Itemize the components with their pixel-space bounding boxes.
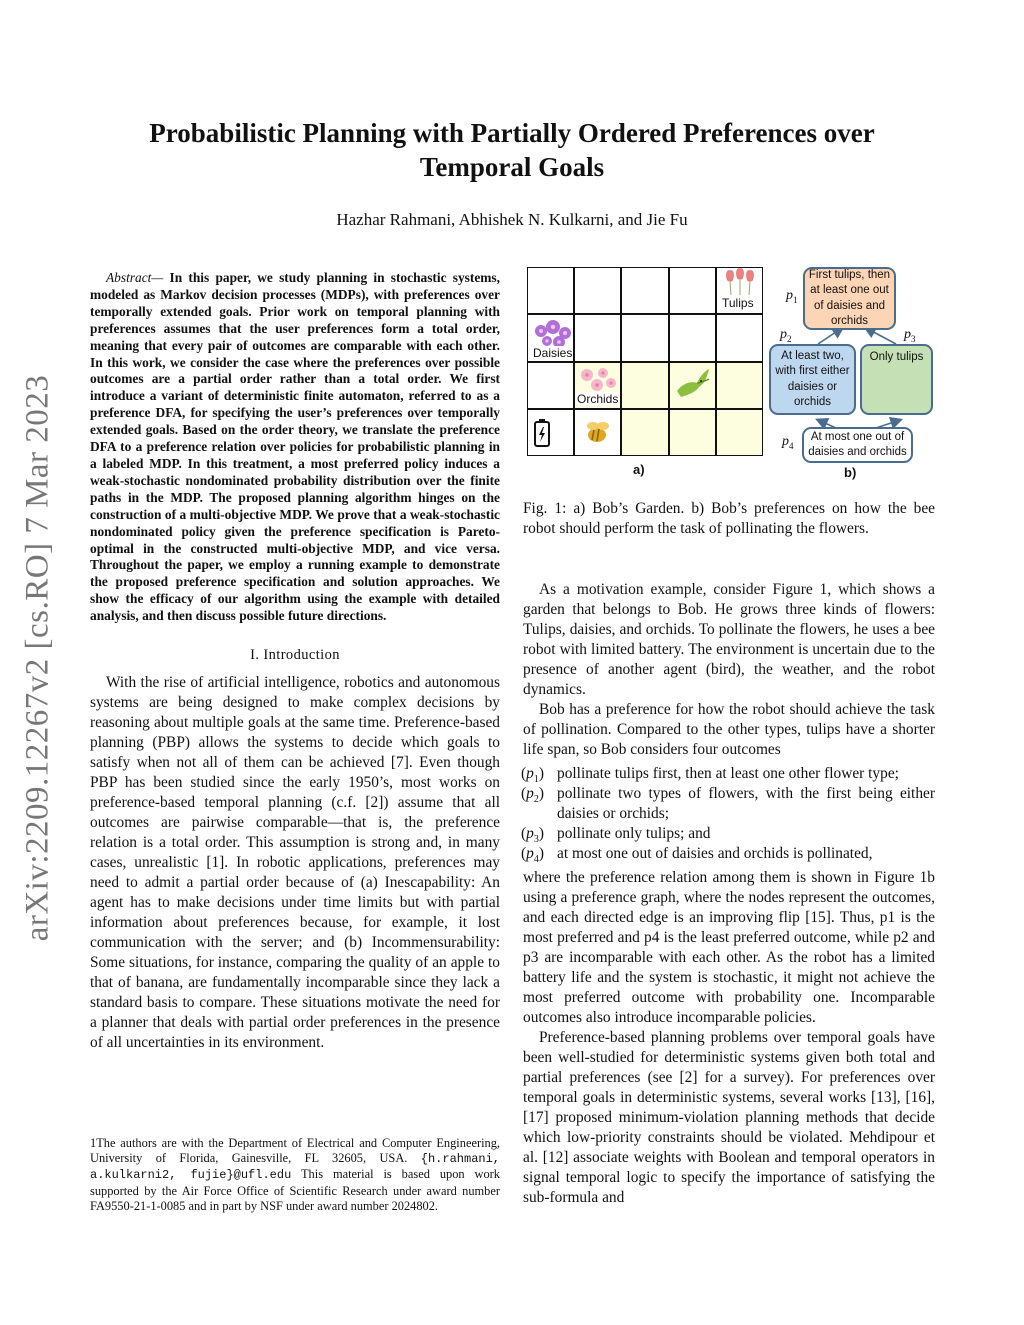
abstract-text: In this paper, we study planning in stochastic systems, modeled as Markov decision processes (MDPs), with preferences over temporally extended goals. Prior work on temporal planning with preferences assumes that the user preferences form a total order, meaning that every pair of outcomes are comparable with each other. In this work, we consider the case where the preferences over possible outcomes are a partial order rather than a total order. We first introduce a variant of deterministic finite automaton, referred to as a preference DFA, for specifying the user’s preferences over temporally extended goals. Based on the order theory, we translate the preference DFA to a preference relation over policies for probabilistic planning in a labeled MDP. In this treatment, a most preferred policy induces a weak-stochastic nondominated probability distribution over the finite paths in the MDP. The proposed planning algorithm hinges on the construction of a multi-objective MDP. We prove that a weak-stochastic nondominated policy given the preference specification is Pareto-optimal in the constructed multi-objective MDP, and vice versa. Throughout the paper, we employ a running example to demonstrate the proposed preference specification and solution approaches. We show the efficacy of our algorithm using the example with detailed analysis, and then discuss possible future directions. [90, 270, 500, 624]
p3-label: $p_3$ [904, 327, 916, 344]
edge-p3-p1 [866, 328, 896, 344]
right-paragraph-4: Preference-based planning problems over temporal goals have been well-studied for deterministic systems given both total and partial preferences (see [2] for a survey). For preferences over temporal goals in deterministic systems, several works [13], [16], [17] proposed minimum-violation planning methods that decide which low-priority constraints should be violated. Mehdipour et al. [12] associate weights with Boolean and temporal operators in signal temporal logic to specify the importance of satisfying the sub-formula and [523, 1029, 935, 1206]
battery-icon [535, 419, 549, 446]
node-p4: At most one out of daisies and orchids [802, 427, 913, 463]
outcome-item-p1: $(p_1)$ pollinate tulips first, then at least one other flower type; [521, 765, 899, 786]
p2-label: $p_2$ [780, 327, 792, 344]
p1-label: $p_1$ [786, 288, 798, 305]
bee-robot-icon [587, 422, 609, 442]
right-column [523, 580, 935, 1208]
outcome-item-p2: $(p_2)$ pollinate two types of flowers, with the first being either daisies or orchids; [521, 785, 935, 822]
title-line-1: Probabilistic Planning with Partially Ordered Preferences over [149, 118, 875, 148]
subfig-a-label: a) [633, 462, 645, 477]
outcome-item-p3: $(p_3)$ pollinate only tulips; and [521, 825, 711, 846]
footnote-email: {h.rahmani, a.kulkarni2, fujie}@ufl.edu [90, 1152, 500, 1183]
arxiv-side-label: arXiv:2209.12267v2 [cs.RO] 7 Mar 2023 [19, 374, 56, 942]
outcome-list [523, 764, 935, 864]
title-line-2: Temporal Goals [419, 152, 605, 182]
right-paragraph-1: As a motivation example, consider Figure 1, which shows a garden that belongs to Bob. He grows three kinds of flowers: Tulips, daisies, and orchids. To pollinate the flowers, he uses a bee robot with limited battery. The environment is uncertain due to the presence of another agent (bird), the weather, and the robot dynamics. [523, 581, 935, 698]
tulip-icon [727, 269, 754, 295]
tulips-label: Tulips [722, 296, 754, 310]
abstract-label: Abstract [106, 270, 152, 285]
orchids-label: Orchids [577, 392, 619, 406]
footnote: 1The authors are with the Department of Electrical and Computer Engineering, University of Florida, Gainesville, FL 32605, USA. {h.rahmani, a.kulkarni2, fujie}@ufl.edu This material is based upon work supported by the Air Force Office of Scientific Research under award number FA9550-21-1-0085 and in part by NSF under award number 2024802. [90, 1136, 501, 1213]
figure-caption: Fig. 1: a) Bob’s Garden. b) Bob’s preferences on how the bee robot should perform the task of pollinating the flowers. [523, 500, 935, 537]
outcome-item-p4: $(p_4)$ at most one out of daisies and orchids is pollinated, [521, 845, 873, 866]
edge-p2-p1 [818, 328, 842, 344]
node-p2: At least two, with first either daisies or orchids [769, 344, 856, 415]
p4-label: $p_4$ [782, 434, 794, 451]
right-paragraph-3: where the preference relation among them is shown in Figure 1b using a preference graph, where the nodes represent the outcomes, and each directed edge is an improving flip [15]. Thus, p1 is the most preferred and p4 is the least preferred outcome, while p2 and p3 are incomparable with each other. As the robot has a limited battery life and the system is stochastic, it might not achieve the most preferred outcome with probability one. Incomparable outcomes also introduce incomparable policies. [523, 869, 935, 1026]
left-column [90, 270, 500, 1053]
intro-paragraph: With the rise of artificial intelligence, robotics and autonomous systems are being designed to make complex decisions by reasoning about multiple goals at the same time. Preference-based planning (PBP) allows the systems to decide which goals to satisfy when not all of them can be achieved [7]. Even though PBP has been studied since the early 1950’s, most works on preference-based temporal planning (c.f. [2]) assume that all outcomes are pairwise comparable—that is, the preference relation is a total order. This assumption is strong and, in many cases, unrealistic [1]. In robotic applications, preferences may need to admit a partial order because of (a) Inescapability: An agent has to make decisions under time limits but with partial information about preferences because, for example, it lost communication with the server; and (b) Incommensurability: Some situations, for instance, comparing the quality of an apple to that of banana, are fundamentally incomparable since they lack a standard basis to compare. These situations motivate the need for a planner that deals with partial order preferences in the presence of all uncertainties in its environment. [90, 674, 500, 1052]
paper-title [100, 116, 924, 184]
daisies-icon [535, 320, 571, 348]
orchids-icon [581, 368, 616, 391]
right-paragraph-2: Bob has a preference for how the robot should achieve the task of pollination. Compared to the other types, tulips have a shorter life span, so Bob considers four outcomes [523, 701, 935, 758]
node-p3: Only tulips [860, 344, 933, 415]
bird-icon [677, 369, 709, 397]
section-heading: I. Introduction [250, 647, 340, 664]
node-p1: First tulips, then at least one out of daisies and orchids [803, 267, 896, 330]
daisies-label: Daisies [533, 346, 573, 360]
abstract: Abstract— In this paper, we study planning in stochastic systems, modeled as Markov decision processes (MDPs), with preferences over temporally extended goals. Prior work on temporal planning with preferences assumes that the user preferences form a total order, meaning that every pair of outcomes are comparable with each other. In this work, we consider the case where the preferences over possible outcomes are a partial order rather than a total order. We first introduce a variant of deterministic finite automaton, referred to as a preference DFA, for specifying the user’s preferences over temporally extended goals. Based on the order theory, we translate the preference DFA to a preference relation over policies for probabilistic planning in a labeled MDP. In this treatment, a most preferred policy induces a weak-stochastic nondominated probability distribution over the finite paths in the MDP. The proposed planning algorithm hinges on the construction of a multi-objective MDP. We prove that a weak-stochastic nondominated policy given the preference specification is Pareto-optimal in the constructed multi-objective MDP, and vice versa. Throughout the paper, we employ a running example to demonstrate the proposed preference specification and solution approaches. We show the efficacy of our algorithm using the example with detailed analysis, and then discuss possible future directions. [90, 270, 500, 624]
authors: Hazhar Rahmani, Abhishek N. Kulkarni, and Jie Fu [336, 210, 688, 229]
subfig-b-label: b) [844, 465, 857, 480]
